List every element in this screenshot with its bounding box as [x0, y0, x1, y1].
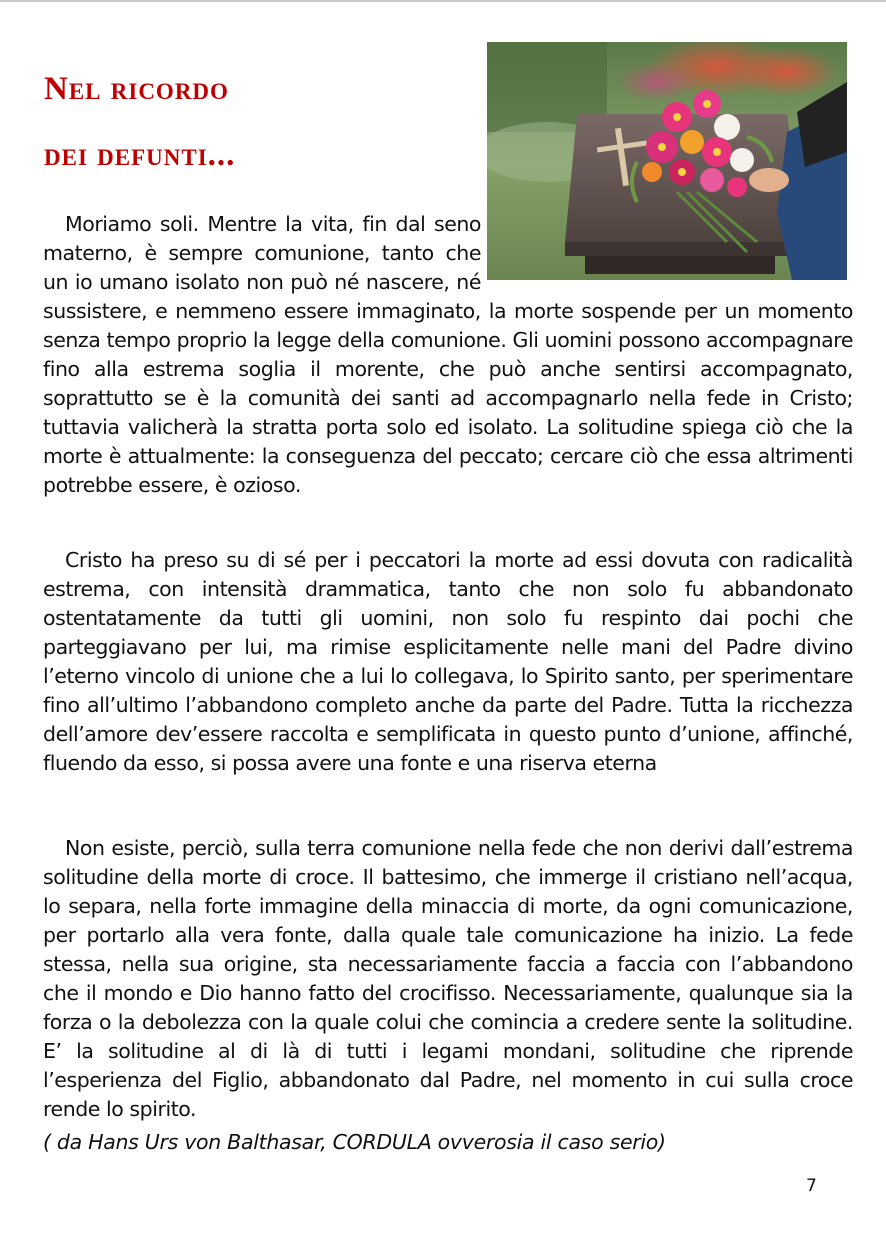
paragraph-2	[43, 546, 853, 778]
page-number: 7	[806, 1176, 817, 1196]
paragraph-3	[43, 834, 853, 1124]
image-wrap-spacer	[481, 210, 853, 297]
title-line-2: dei defunti...	[44, 137, 236, 173]
paragraph-2-text: Cristo ha preso su di sé per i peccatori la morte ad essi dovuta con radicalità estrema, con intensità drammatica, tanto che non solo fu abbandonato ostentatamente da tutti gli uomini, non solo fu respinto dai pochi che parteggiavano per lui, ma rimise esplicitamente nelle mani del Padre divino l’eterno vincolo di unione che a lui lo collegava, lo Spirito santo, per sperimentare fino all’ultimo l’abbandono completo anche da parte del Padre. Tutta la ricchezza dell’amore dev’essere raccolta e semplificata in questo punto d’unione, affinché, fluendo da esso, si possa avere una fonte e una riserva eterna	[43, 548, 853, 775]
title-line-1: Nel ricordo	[44, 71, 229, 107]
page-title	[44, 56, 464, 188]
top-rule	[0, 0, 886, 2]
paragraph-3-text: Non esiste, perciò, sulla terra comunione nella fede che non derivi dall’estrema solitudine della morte di croce. Il battesimo, che immerge il cristiano nell’acqua, lo separa, nella forte immagine della minaccia di morte, da ogni comunicazione, per portarlo alla vera fonte, dalla quale tale comunicazione ha inizio. La fede stessa, nella sua origine, sta necessariamente faccia a faccia con l’abbandono che il mondo e Dio hanno fatto del crocifisso. Necessariamente, qualunque sia la forza o la debolezza con la quale colui che comincia a credere sente la solitudine. E’ la solitudine al di là di tutti i legami mondani, solitudine che riprende l’esperienza del Figlio, abbandonato dal Padre, nel momento in cui sulla croce rende lo spirito.	[43, 836, 853, 1121]
paragraph-1-text: Moriamo soli. Mentre la vita, fin dal seno materno, è sempre comunione, tanto che un io umano isolato non può né nascere, né sussistere, e nemmeno essere immaginato, la morte sospende per un momento senza tempo proprio la legge della comunione. Gli uomini possono accompagnare fino alla estrema soglia il morente, che può anche sentirsi accompagnato, soprattutto se è la comunità dei santi ad accompagnarlo nella fede in Cristo; tuttavia valicherà la stratta porta solo ed isolato. La solitudine spiega ciò che la morte è attualmente: la conseguenza del peccato; cercare ciò che essa altrimenti potrebbe essere, è ozioso.	[43, 212, 853, 497]
paragraph-1	[43, 210, 853, 500]
citation: ( da Hans Urs von Balthasar, CORDULA ovverosia il caso serio)	[43, 1130, 666, 1154]
